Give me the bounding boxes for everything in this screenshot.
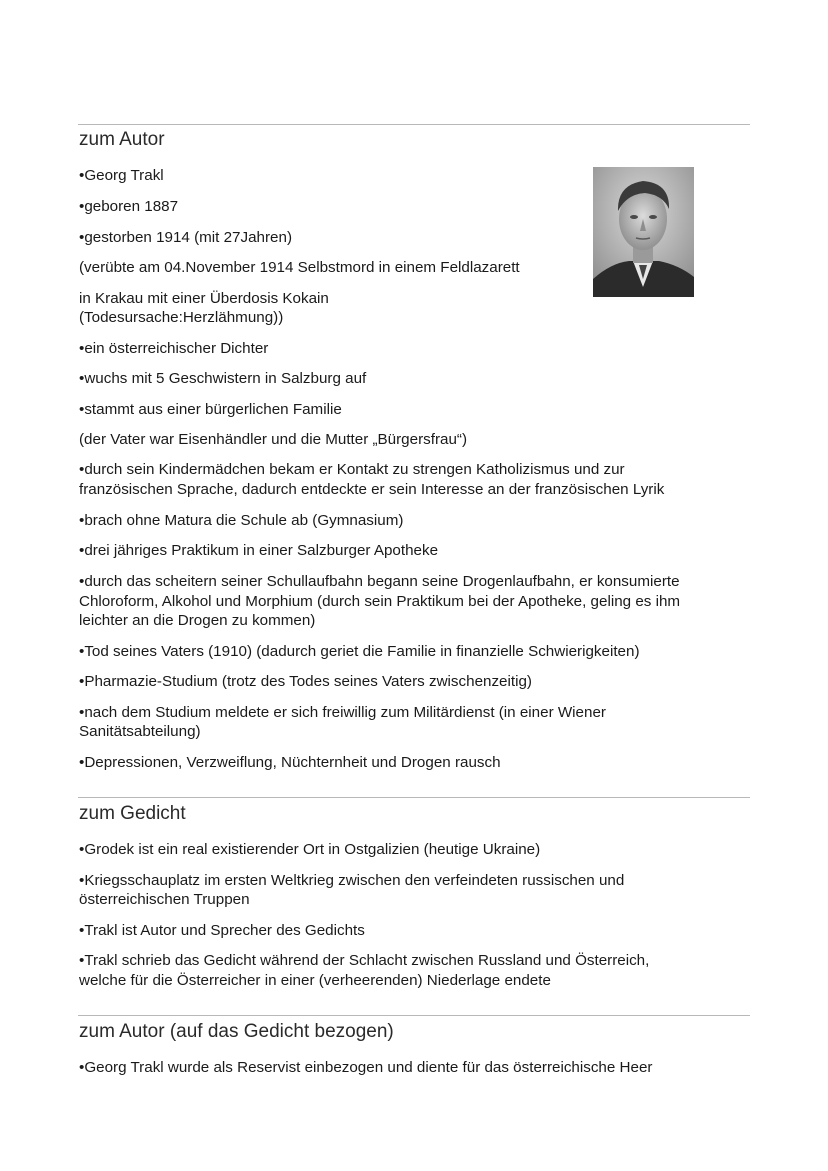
section-divider xyxy=(78,1015,750,1016)
text-line: französischen Sprache, dadurch entdeckte er sein Interesse an der französischen Lyrik xyxy=(79,481,665,498)
text-line: welche für die Österreicher in einer (verheerenden) Niederlage endete xyxy=(79,972,551,989)
author-portrait xyxy=(593,167,694,297)
text-line: in Krakau mit einer Überdosis Kokain xyxy=(79,290,329,307)
text-line: •Georg Trakl xyxy=(79,167,164,184)
section-divider xyxy=(78,797,750,798)
text-line: •Trakl schrieb das Gedicht während der Schlacht zwischen Russland und Österreich, xyxy=(79,952,650,969)
text-line: •Georg Trakl wurde als Reservist einbezogen und diente für das österreichische Heer xyxy=(79,1059,653,1076)
text-line: (Todesursache:Herzlähmung)) xyxy=(79,309,284,326)
section-heading-autor: zum Autor xyxy=(79,129,165,150)
text-line: •geboren 1887 xyxy=(79,198,179,215)
text-line: •ein österreichischer Dichter xyxy=(79,340,269,357)
section-heading-gedicht: zum Gedicht xyxy=(79,803,186,824)
text-line: •gestorben 1914 (mit 27Jahren) xyxy=(79,229,293,246)
text-line: Sanitätsabteilung) xyxy=(79,723,201,740)
text-line: •durch sein Kindermädchen bekam er Kontakt zu strengen Katholizismus und zur xyxy=(79,461,625,478)
text-line: •drei jähriges Praktikum in einer Salzburger Apotheke xyxy=(79,542,439,559)
text-line: leichter an die Drogen zu kommen) xyxy=(79,612,316,629)
text-line: (der Vater war Eisenhändler und die Mutter „Bürgersfrau“) xyxy=(79,431,468,448)
text-line: •brach ohne Matura die Schule ab (Gymnasium) xyxy=(79,512,404,529)
text-line: •Kriegsschauplatz im ersten Weltkrieg zwischen den verfeindeten russischen und xyxy=(79,872,625,889)
text-line: •Tod seines Vaters (1910) (dadurch geriet die Familie in finanzielle Schwierigkeiten) xyxy=(79,643,640,660)
text-line: •durch das scheitern seiner Schullaufbahn begann seine Drogenlaufbahn, er konsumierte xyxy=(79,573,680,590)
text-line: Chloroform, Alkohol und Morphium (durch sein Praktikum bei der Apotheke, geling es ihm xyxy=(79,593,681,610)
text-line: •Depressionen, Verzweiflung, Nüchternheit und Drogen rausch xyxy=(79,754,501,771)
text-line: (verübte am 04.November 1914 Selbstmord in einem Feldlazarett xyxy=(79,259,520,276)
text-line: •Grodek ist ein real existierender Ort in Ostgalizien (heutige Ukraine) xyxy=(79,841,541,858)
section-divider xyxy=(78,124,750,125)
text-line: •nach dem Studium meldete er sich freiwillig zum Militärdienst (in einer Wiener xyxy=(79,704,606,721)
text-line: •wuchs mit 5 Geschwistern in Salzburg auf xyxy=(79,370,367,387)
text-line: •Trakl ist Autor und Sprecher des Gedichts xyxy=(79,922,365,939)
section-heading-autor-gedicht: zum Autor (auf das Gedicht bezogen) xyxy=(79,1021,394,1042)
text-line: österreichischen Truppen xyxy=(79,891,250,908)
text-line: •stammt aus einer bürgerlichen Familie xyxy=(79,401,342,418)
text-line: •Pharmazie-Studium (trotz des Todes seines Vaters zwischenzeitig) xyxy=(79,673,532,690)
